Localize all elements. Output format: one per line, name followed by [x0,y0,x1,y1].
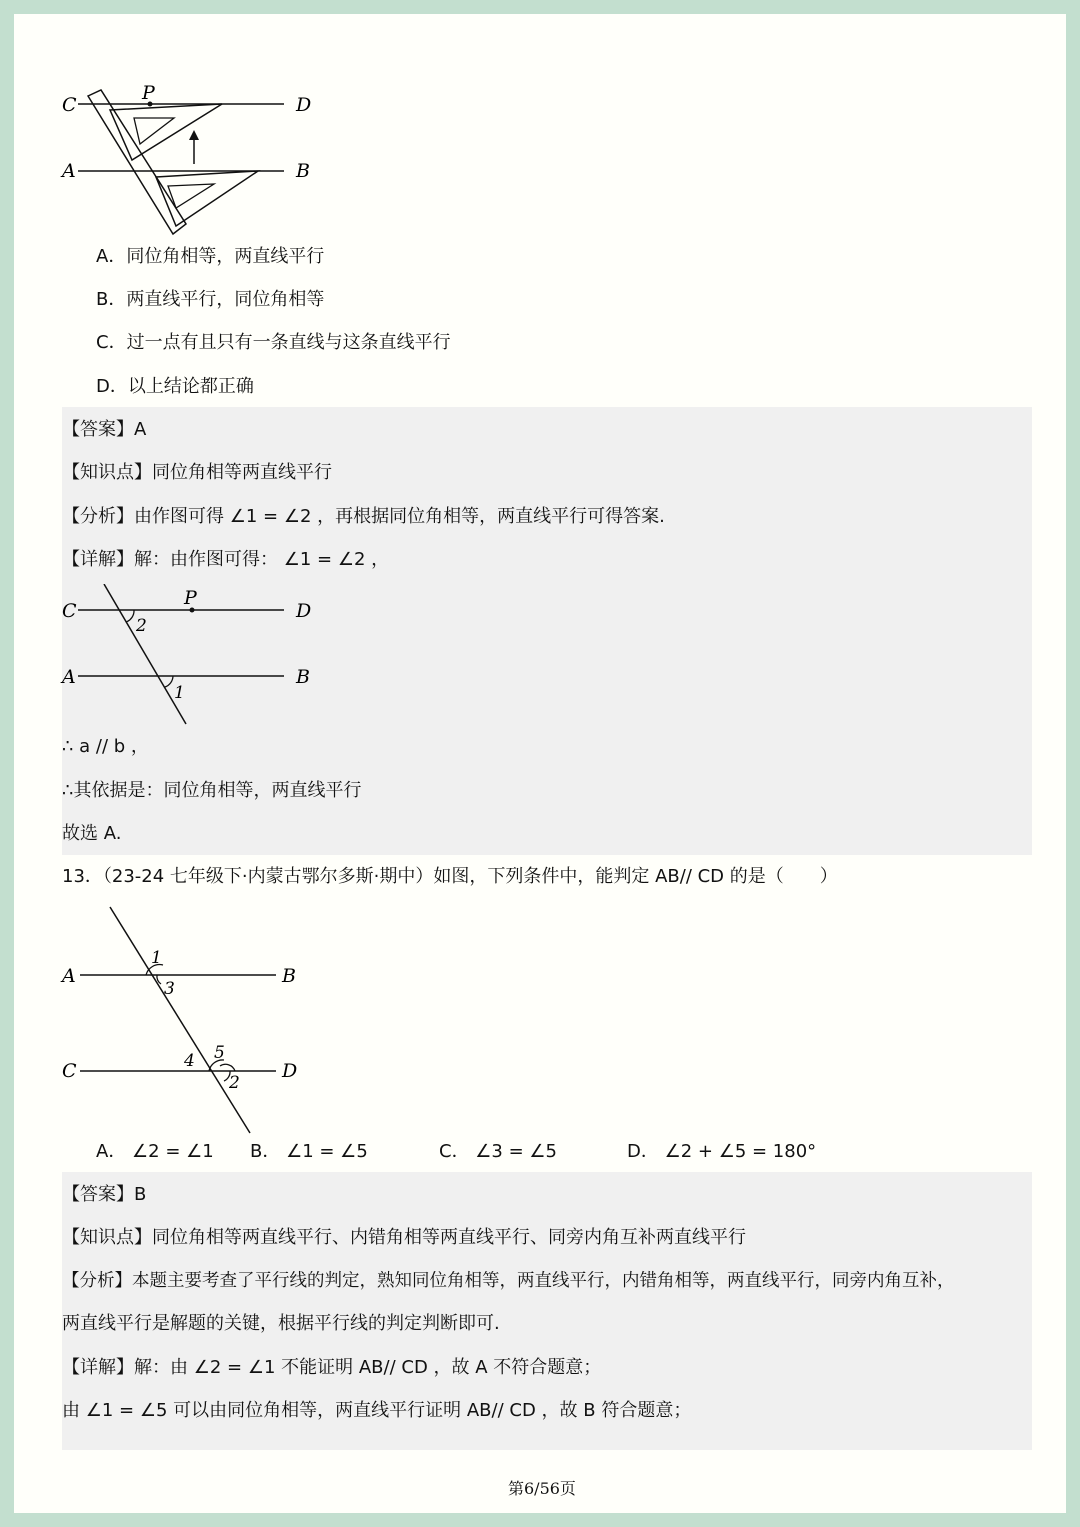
q13-option-c: C． ∠3 = ∠5 [439,1141,557,1162]
page [14,14,1066,1513]
fig3-label-D: D [282,1060,298,1082]
fig3-label-A: A [62,965,76,987]
q13-option-b: B． ∠1 = ∠5 [250,1141,368,1162]
fig3-angle-2: 2 [229,1073,240,1093]
fig3-label-B: B [282,965,296,987]
q12-choice: 故选 A. [62,823,122,844]
fig1-label-C: C [62,94,77,116]
q12-option-d: D．以上结论都正确 [96,376,254,397]
q13-answer: 【答案】B [62,1184,147,1205]
fig2-angle-1: 1 [174,683,185,703]
q13-analysis-1: 【分析】本题主要考查了平行线的判定，熟知同位角相等，两直线平行，内错角相等，两直线平行，同旁内角互补， [62,1271,955,1291]
fig2-label-C: C [62,600,77,622]
q13-option-d: D． ∠2 + ∠5 = 180° [627,1141,817,1162]
q13-detail-1: 【详解】解：由 ∠2 = ∠1 不能证明 AB// CD ，故 A 不符合题意； [62,1357,602,1378]
fig2-label-D: D [296,600,312,622]
q13-figure [54,899,344,1139]
fig1-label-B: B [296,160,310,182]
q12-detail: 【详解】解：由作图可得： ∠1 = ∠2 ， [62,549,390,570]
fig2-label-P: P [184,587,197,609]
q12-conclusion-2: ∴其依据是：同位角相等，两直线平行 [62,780,362,801]
q12-analysis: 【分析】由作图可得 ∠1 = ∠2 ，再根据同位角相等，两直线平行可得答案. [62,506,665,527]
page-number: 第6/56页 [508,1479,576,1498]
q12-option-c: C．过一点有且只有一条直线与这条直线平行 [96,332,451,353]
q13-option-a: A． ∠2 = ∠1 [96,1141,214,1162]
fig2-angle-2: 2 [136,616,147,636]
q12-knowledge: 【知识点】同位角相等两直线平行 [62,462,332,483]
fig3-angle-1: 1 [151,948,162,968]
fig1-label-P: P [142,82,155,104]
fig3-angle-4: 4 [184,1051,195,1071]
q12-figure-transversal [54,584,334,734]
q13-detail-2: 由 ∠1 = ∠5 可以由同位角相等，两直线平行证明 AB// CD ，故 B 符合题意； [62,1400,692,1421]
fig1-label-D: D [296,94,312,116]
figure-set-square [54,74,334,254]
q13-knowledge: 【知识点】同位角相等两直线平行、内错角相等两直线平行、同旁内角互补两直线平行 [62,1227,746,1248]
fig2-label-A: A [62,666,76,688]
q12-answer: 【答案】A [62,419,147,440]
q12-option-a: A．同位角相等，两直线平行 [96,246,325,267]
fig1-label-A: A [62,160,76,182]
q12-option-b: B．两直线平行，同位角相等 [96,289,325,310]
fig3-angle-5: 5 [214,1043,225,1063]
q12-conclusion-1: ∴ a // b ， [62,736,149,757]
fig3-angle-3: 3 [164,979,175,999]
q13-analysis-2: 两直线平行是解题的关键，根据平行线的判定判断即可. [62,1313,500,1334]
fig2-label-B: B [296,666,310,688]
fig3-label-C: C [62,1060,77,1082]
q13-stem: 13．（23-24 七年级下·内蒙古鄂尔多斯·期中）如图，下列条件中，能判定 AB// CD 的是（ ） [62,866,838,887]
